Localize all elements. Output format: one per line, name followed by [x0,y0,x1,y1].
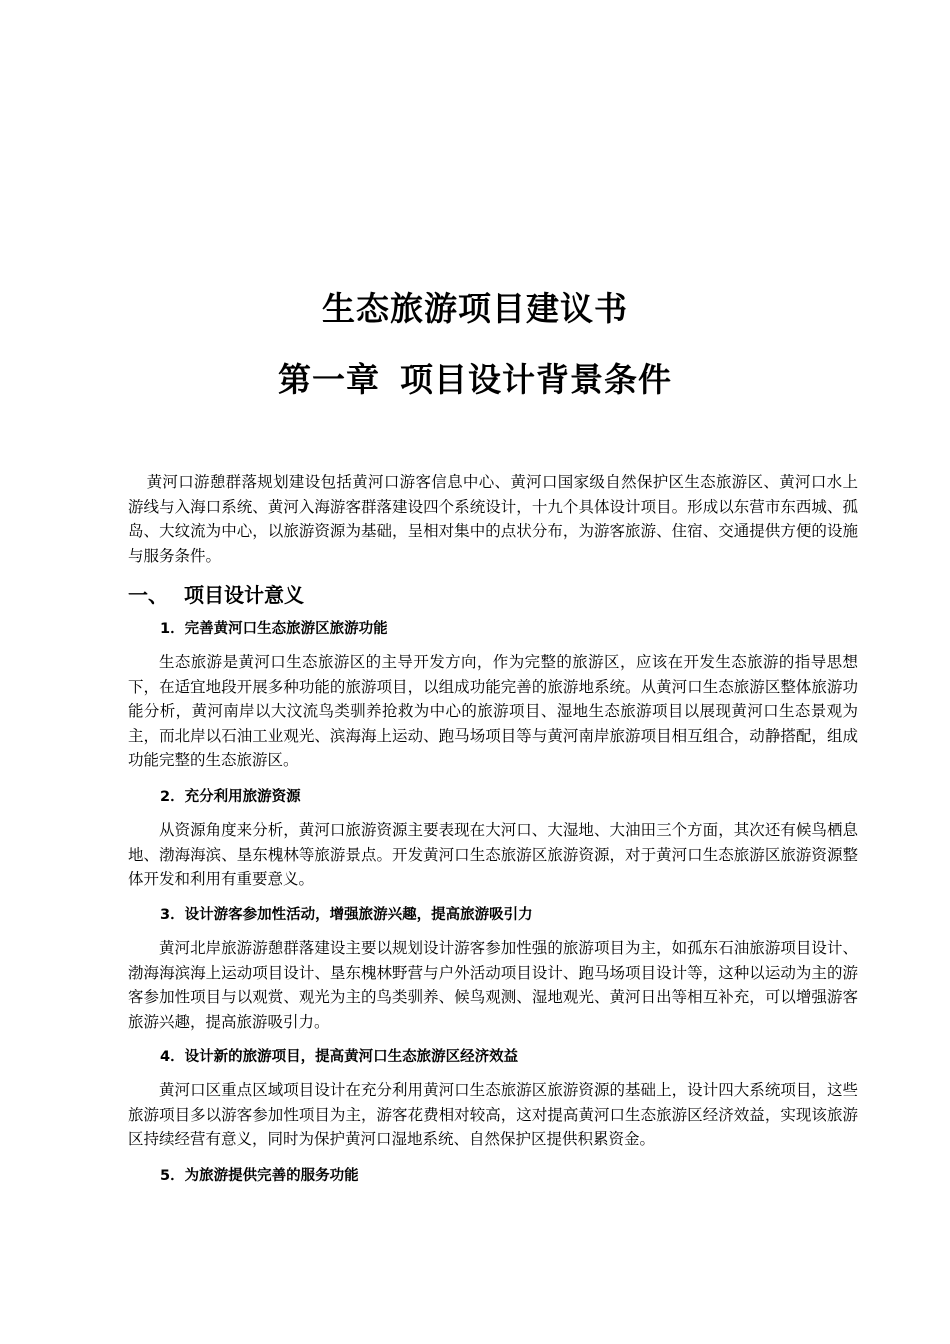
chapter-name: 项目设计背景条件 [400,360,672,399]
chapter-number: 第一章 [278,360,380,399]
subsection-paragraph-4: 黄河口区重点区域项目设计在充分利用黄河口生态旅游区旅游资源的基础上，设计四大系统项目，这些旅游项目多以游客参加性项目为主，游客花费相对较高，这对提高黄河口生态旅游区经济效益，实现该旅游区持续经营有意义，同时为保护黄河口湿地系统、自然保护区提供积累资金。 [128,1081,858,1148]
subsection-heading-5: 5．为旅游提供完善的服务功能 [160,1168,359,1184]
document-title: 生态旅游项目建议书 [322,289,628,328]
intro-paragraph: 黄河口游憩群落规划建设包括黄河口游客信息中心、黄河口国家级自然保护区生态旅游区、黄河口水上游线与入海口系统、黄河入海游客群落建设四个系统设计，十九个具体设计项目。形成以东营市东西城、孤岛、大纹流为中心，以旅游资源为基础，呈相对集中的点状分布，为游客旅游、住宿、交通提供方便的设施与服务条件。 [128,473,858,565]
subsection-paragraph-1: 生态旅游是黄河口生态旅游区的主导开发方向，作为完整的旅游区，应该在开发生态旅游的指导思想下，在适宜地段开展多种功能的旅游项目，以组成功能完善的旅游地系统。从黄河口生态旅游区整体旅游功能分析，黄河南岸以大汶流鸟类驯养抢救为中心的旅游项目、湿地生态旅游项目以展现黄河口生态景观为主，而北岸以石油工业观光、滨海海上运动、跑马场项目等与黄河南岸旅游项目相互组合，动静搭配，组成功能完整的生态旅游区。 [128,653,858,769]
section-title: 项目设计意义 [184,583,304,607]
section-number: 一、 [128,583,168,607]
subsection-heading-2: 2．充分利用旅游资源 [160,789,301,805]
subsection-heading-3: 3．设计游客参加性活动，增强旅游兴趣，提高旅游吸引力 [160,907,533,923]
section-heading [128,580,304,610]
chapter-title [0,356,950,404]
subsection-paragraph-2: 从资源角度来分析，黄河口旅游资源主要表现在大河口、大湿地、大油田三个方面，其次还有候鸟栖息地、渤海海滨、垦东槐林等旅游景点。开发黄河口生态旅游区旅游资源，对于黄河口生态旅游区旅游资源整体开发和利用有重要意义。 [128,821,858,888]
subsection-heading-1: 1．完善黄河口生态旅游区旅游功能 [160,621,388,637]
subsection-heading-4: 4．设计新的旅游项目，提高黄河口生态旅游区经济效益 [160,1049,519,1065]
subsection-paragraph-3: 黄河北岸旅游游憩群落建设主要以规划设计游客参加性强的旅游项目为主，如孤东石油旅游项目设计、渤海海滨海上运动项目设计、垦东槐林野营与户外活动项目设计、跑马场项目设计等，这种以运动为主的游客参加性项目与以观赏、观光为主的鸟类驯养、候鸟观测、湿地观光、黄河日出等相互补充，可以增强游客旅游兴趣，提高旅游吸引力。 [128,939,858,1031]
